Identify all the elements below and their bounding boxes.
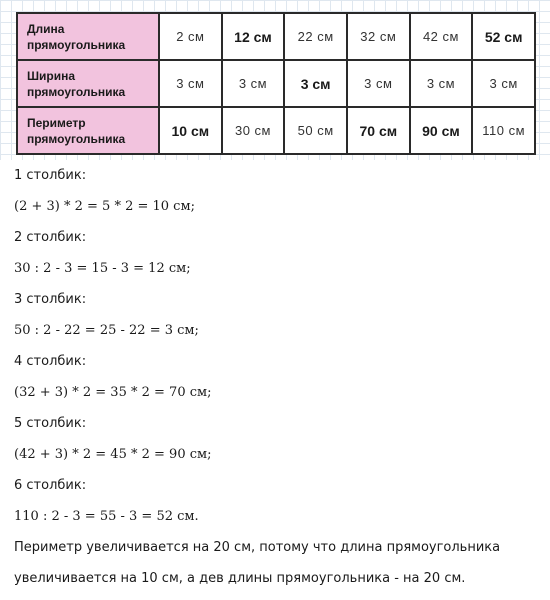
column-heading: 1 столбик: <box>14 168 87 183</box>
table-cell: 30 см <box>222 107 285 154</box>
table-cell: 3 см <box>410 60 473 107</box>
table-row-width <box>17 60 535 107</box>
table-cell: 3 см <box>159 60 222 107</box>
conclusion-line: увеличивается на 10 см, а дев длины прямоугольника - на 20 см. <box>14 571 466 586</box>
row-header-line: прямоугольника <box>27 37 126 52</box>
column-heading: 2 столбик: <box>14 230 87 245</box>
table-cell: 90 см <box>410 107 473 154</box>
calculation-line: 30 : 2 - 3 = 15 - 3 = 12 см; <box>14 261 191 276</box>
row-header-perimeter <box>17 107 159 154</box>
row-header-line: прямоугольника <box>27 131 126 146</box>
table-cell: 70 см <box>347 107 410 154</box>
row-header-line: Ширина <box>27 68 76 83</box>
table-row-length <box>17 13 535 60</box>
calculation-line: (42 + 3) * 2 = 45 * 2 = 90 см; <box>14 447 212 462</box>
table-cell: 2 см <box>159 13 222 60</box>
row-header-width <box>17 60 159 107</box>
row-header-line: Периметр <box>27 115 86 130</box>
table-cell: 12 см <box>222 13 285 60</box>
table-cell: 52 см <box>472 13 535 60</box>
table-cell: 3 см <box>284 60 347 107</box>
column-heading: 4 столбик: <box>14 354 87 369</box>
table-cell: 50 см <box>284 107 347 154</box>
table-cell: 110 см <box>472 107 535 154</box>
row-header-length <box>17 13 159 60</box>
table-cell: 22 см <box>284 13 347 60</box>
table-cell: 32 см <box>347 13 410 60</box>
table-cell: 3 см <box>222 60 285 107</box>
table-cell: 42 см <box>410 13 473 60</box>
calculation-line: (32 + 3) * 2 = 35 * 2 = 70 см; <box>14 385 212 400</box>
column-heading: 6 столбик: <box>14 478 87 493</box>
table-cell: 10 см <box>159 107 222 154</box>
table-cell: 3 см <box>472 60 535 107</box>
calculation-line: (2 + 3) * 2 = 5 * 2 = 10 см; <box>14 199 195 214</box>
table-row-perimeter <box>17 107 535 154</box>
row-header-line: Длина <box>27 21 65 36</box>
column-heading: 5 столбик: <box>14 416 87 431</box>
table-cell: 3 см <box>347 60 410 107</box>
calculation-line: 50 : 2 - 22 = 25 - 22 = 3 см; <box>14 323 199 338</box>
calculation-line: 110 : 2 - 3 = 55 - 3 = 52 см. <box>14 509 199 524</box>
rectangle-table <box>16 12 536 155</box>
solution-text <box>14 160 544 594</box>
conclusion-line: Периметр увеличивается на 20 см, потому что длина прямоугольника <box>14 540 501 555</box>
column-heading: 3 столбик: <box>14 292 87 307</box>
row-header-line: прямоугольника <box>27 84 126 99</box>
